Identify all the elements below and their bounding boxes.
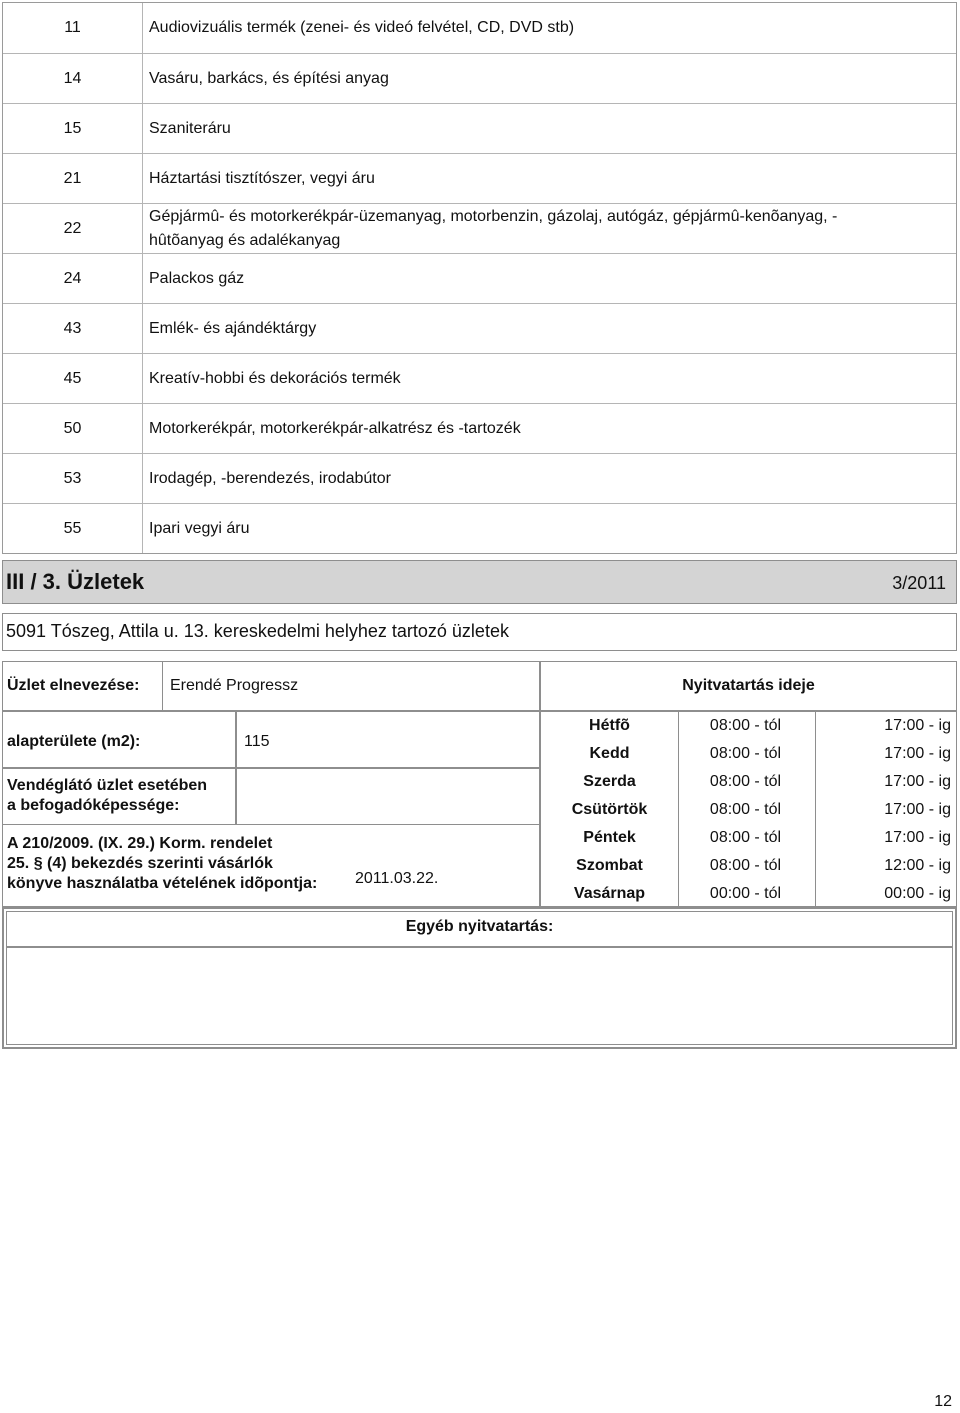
decree-label-line3: könyve használatba vételének idõpontja: — [7, 875, 318, 892]
table-row — [541, 852, 957, 880]
category-name: Kreatív-hobbi és dekorációs termék — [149, 369, 401, 387]
other-hours-label: Egyéb nyitvatartás: — [405, 918, 554, 935]
capacity-label-line2: a befogadóképessége: — [7, 797, 180, 814]
section-title: III / 3. Üzletek — [6, 569, 145, 594]
category-name: Háztartási tisztítószer, vegyi áru — [149, 169, 375, 187]
category-code: 15 — [3, 104, 143, 153]
day-label: Csütörtök — [571, 801, 648, 818]
table-row — [3, 3, 956, 53]
capacity-value-frame — [236, 768, 540, 825]
category-table — [2, 2, 957, 554]
section-number: 3/2011 — [892, 573, 946, 593]
table-row — [541, 880, 957, 908]
close-time: 17:00 - ig — [884, 829, 951, 846]
day-label: Hétfõ — [589, 717, 630, 734]
close-time: 17:00 - ig — [884, 745, 951, 762]
hours-header: Nyitvatartás ideje — [682, 677, 815, 694]
open-time: 08:00 - tól — [709, 801, 782, 818]
open-time: 00:00 - tól — [709, 885, 782, 902]
area-label: alapterülete (m2): — [7, 733, 141, 750]
opening-hours-table — [541, 712, 957, 908]
open-time: 08:00 - tól — [709, 829, 782, 846]
decree-label-line1: A 210/2009. (IX. 29.) Korm. rendelet — [7, 835, 273, 852]
table-row — [3, 253, 956, 303]
table-row — [3, 403, 956, 453]
table-row — [3, 303, 956, 353]
category-code: 22 — [3, 204, 143, 253]
day-label: Kedd — [589, 745, 630, 762]
close-time: 00:00 - ig — [884, 885, 951, 902]
table-row — [541, 796, 957, 824]
category-name: Ipari vegyi áru — [149, 519, 250, 537]
open-time: 08:00 - tól — [709, 717, 782, 734]
close-time: 17:00 - ig — [884, 801, 951, 818]
decree-label-line2: 25. § (4) bekezdés szerinti vásárlók — [7, 855, 273, 872]
table-row — [541, 740, 957, 768]
category-name: Irodagép, -berendezés, irodabútor — [149, 469, 391, 487]
category-code: 11 — [3, 3, 143, 53]
page-number: 12 — [934, 1393, 952, 1410]
close-time: 17:00 - ig — [884, 717, 951, 734]
day-label: Vasárnap — [573, 885, 646, 902]
shop-name-label: Üzlet elnevezése: — [7, 677, 140, 694]
day-label: Szombat — [576, 857, 643, 874]
day-label: Péntek — [583, 829, 636, 846]
category-name: Szaniteráru — [149, 119, 231, 137]
category-name: Motorkerékpár, motorkerékpár-alkatrész és -tartozék — [149, 419, 521, 437]
table-row — [3, 53, 956, 103]
section-header-bar — [2, 560, 957, 604]
table-row — [541, 824, 957, 852]
day-label: Szerda — [583, 773, 636, 790]
category-code: 50 — [3, 404, 143, 453]
category-code: 43 — [3, 304, 143, 353]
category-name: Vasáru, barkács, és építési anyag — [149, 69, 389, 87]
open-time: 08:00 - tól — [709, 773, 782, 790]
decree-date: 2011.03.22. — [355, 870, 439, 887]
table-row — [541, 768, 957, 796]
capacity-label-line1: Vendéglátó üzlet esetében — [7, 777, 208, 794]
category-code: 24 — [3, 254, 143, 303]
category-name: Emlék- és ajándéktárgy — [149, 319, 317, 337]
area-value-frame — [236, 711, 540, 768]
category-code: 45 — [3, 354, 143, 403]
table-row — [3, 103, 956, 153]
open-time: 08:00 - tól — [709, 857, 782, 874]
category-code: 21 — [3, 154, 143, 203]
table-row — [3, 503, 956, 553]
category-code: 14 — [3, 54, 143, 103]
address-text: 5091 Tószeg, Attila u. 13. kereskedelmi helyhez tartozó üzletek — [6, 621, 509, 641]
table-row — [541, 712, 957, 740]
shop-name-value: Erendé Progressz — [170, 677, 299, 694]
close-time: 12:00 - ig — [884, 857, 951, 874]
other-hours-content — [6, 947, 953, 1045]
category-name: Audiovizuális termék (zenei- és videó felvétel, CD, DVD stb) — [149, 19, 575, 36]
table-row — [3, 203, 956, 253]
open-time: 08:00 - tól — [709, 745, 782, 762]
table-row — [3, 353, 956, 403]
category-name: Palackos gáz — [149, 269, 245, 287]
category-name: Gépjármû- és motorkerékpár-üzemanyag, motorbenzin, gázolaj, autógáz, gépjármû-kenõanyag, -hûtõanyag és adalékanyag — [149, 207, 838, 249]
table-row — [3, 453, 956, 503]
category-code: 53 — [3, 454, 143, 503]
table-row — [3, 153, 956, 203]
area-value: 115 — [244, 733, 270, 750]
category-code: 55 — [3, 504, 143, 553]
close-time: 17:00 - ig — [884, 773, 951, 790]
